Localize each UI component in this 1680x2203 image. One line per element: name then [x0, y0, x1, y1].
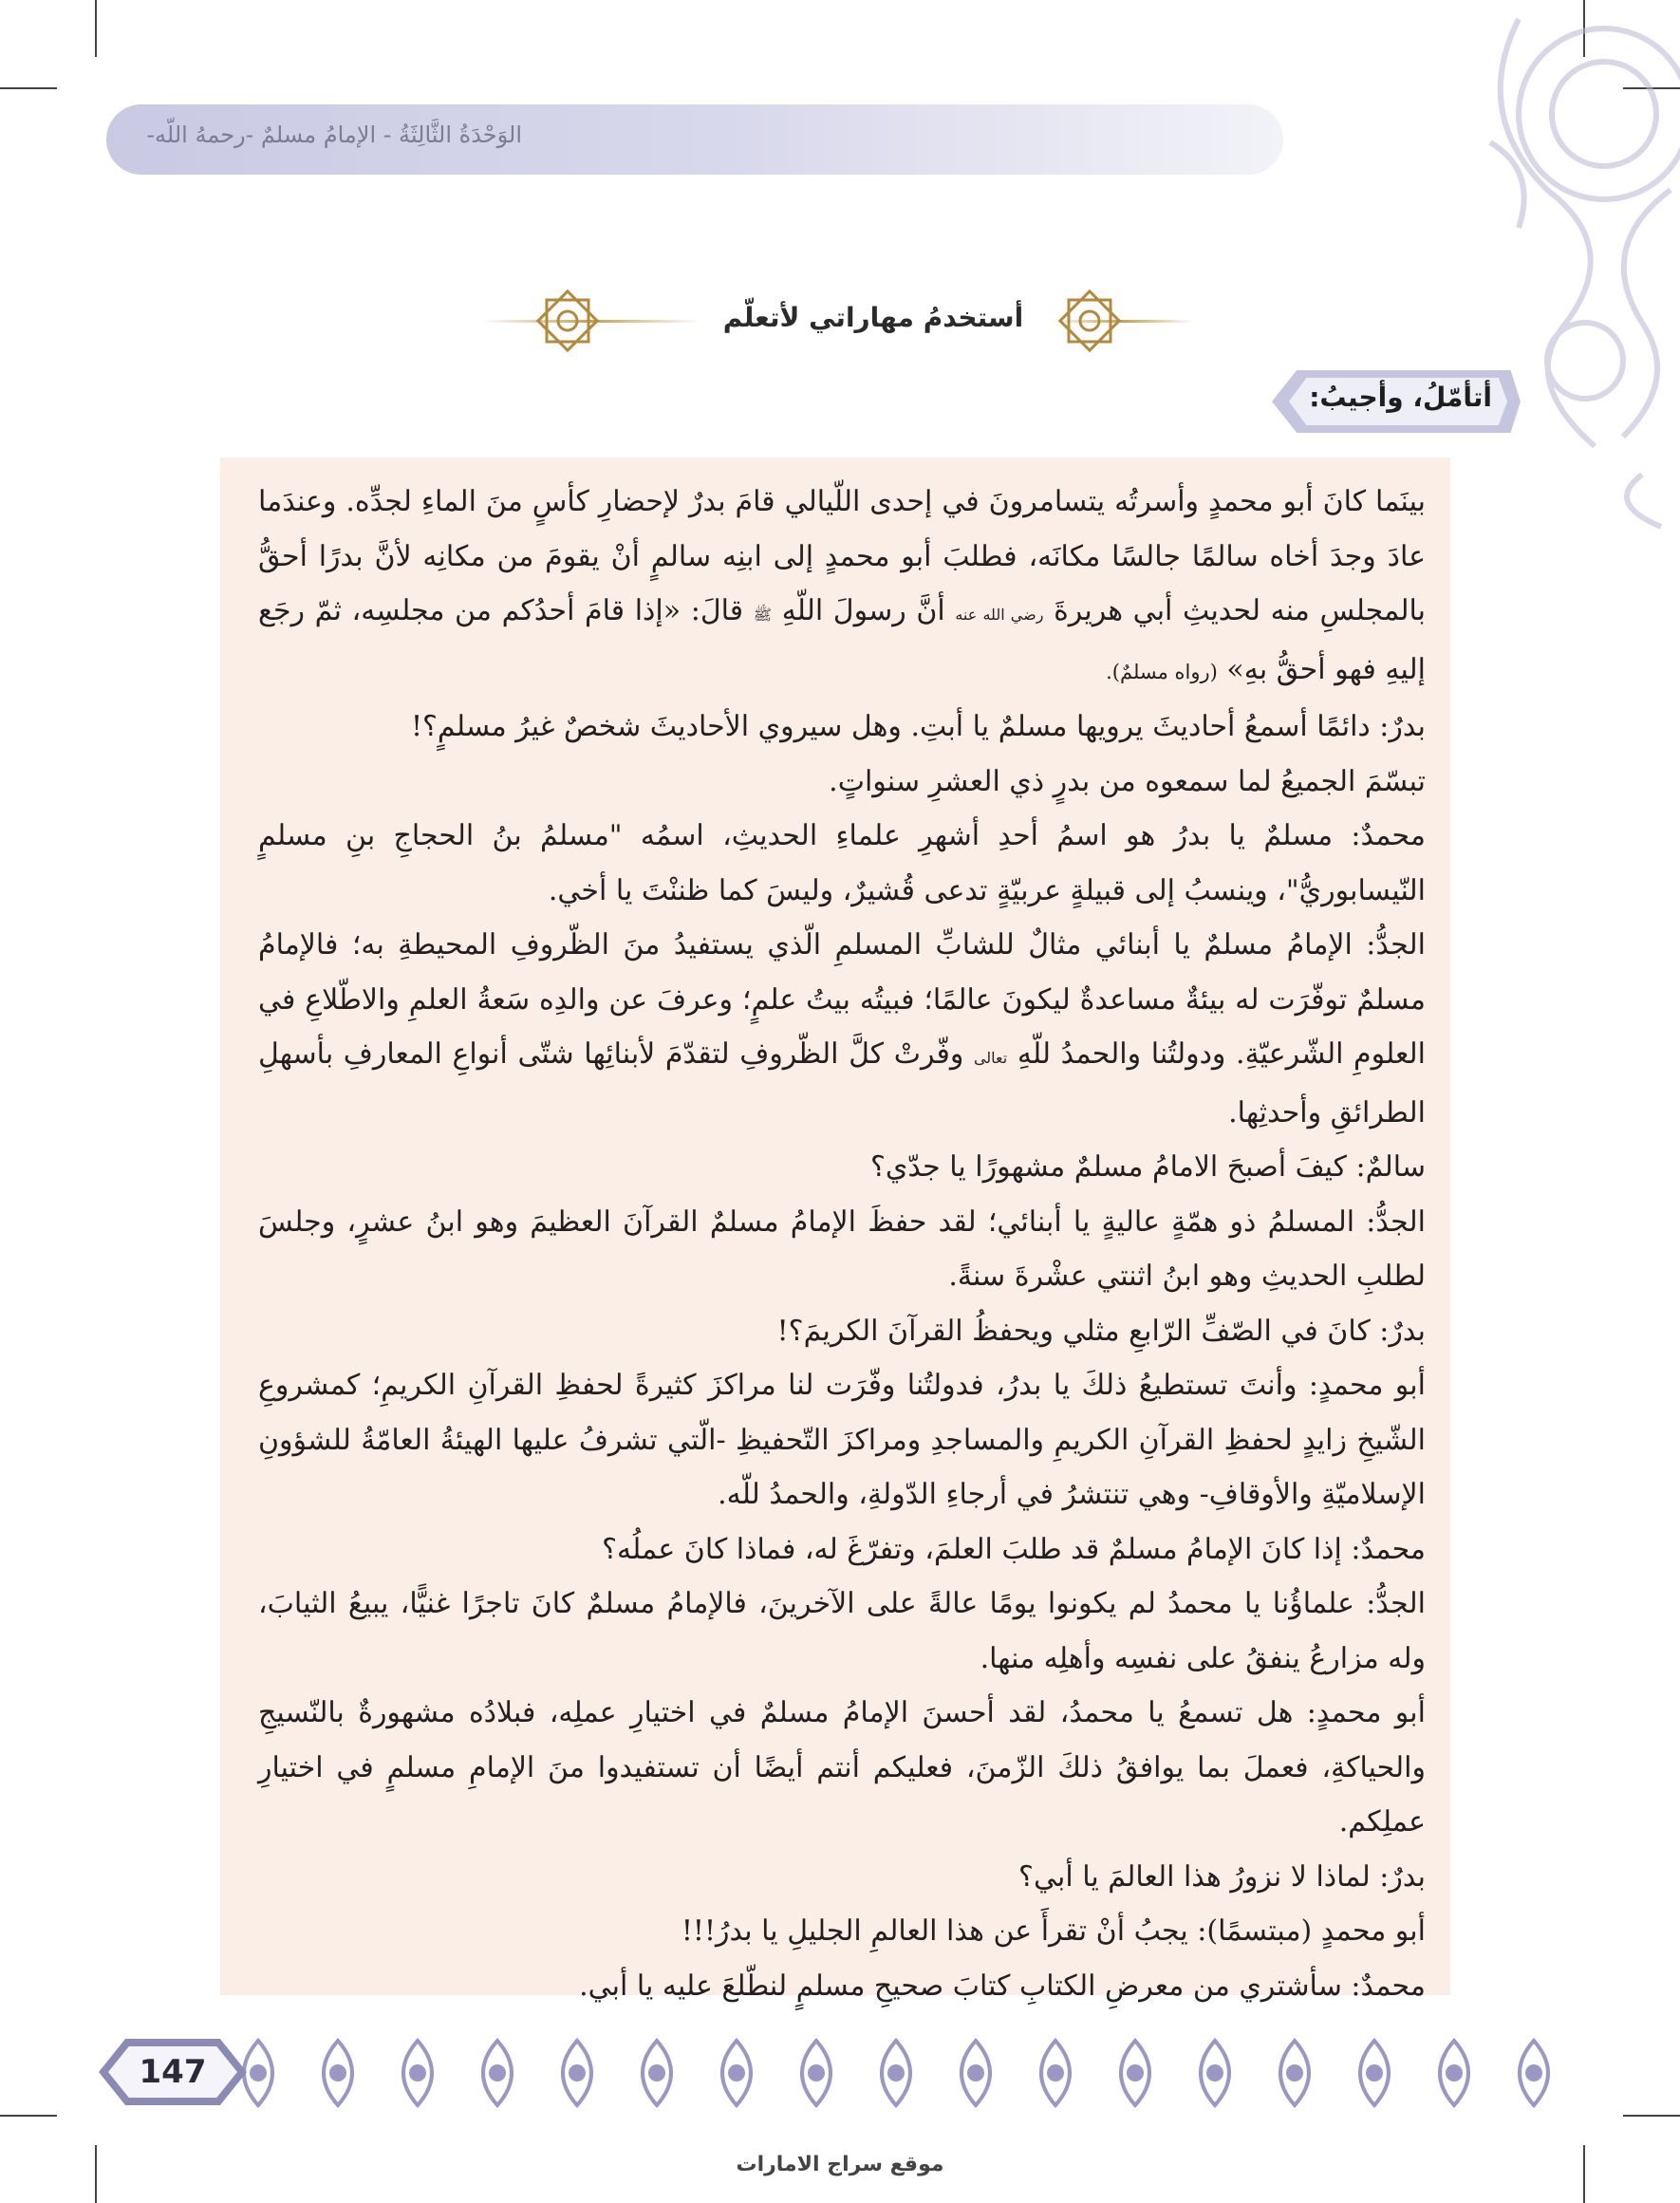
ornament-motif-icon	[244, 2041, 272, 2105]
dialogue-line: تبسّمَ الجميعُ لما سمعوه من بدرٍ ذي العشرِ سنواتٍ.	[829, 764, 1426, 798]
dialogue-line: بدرٌ: دائمًا أسمعُ أحاديثَ يرويها مسلمٌ يا أبتِ. وهل سيروي الأحاديثَ شخصٌ غيرُ مسلمٍ؟!	[410, 710, 1426, 743]
ornament-motif-icon	[1440, 2041, 1468, 2105]
dialogue-line: محمدٌ: مسلمٌ يا بدرُ هو اسمُ أحدِ أشهرِ علماءِ الحديثِ، اسمُه "مسلمُ بنُ الحجاجِ بنِ مسلمٍ النّيسابوريُّ"، وينسبُ إلى قبيلةٍ عربيّةٍ تدعى قُشيرٌ، وليسَ كما ظننْتَ يا أخي.	[258, 819, 1426, 907]
story-text-run: الجدُّ: الإمامُ مسلمٌ يا أبنائي مثالٌ للشابِّ المسلمِ الّذي يستفيدُ منَ الظّروفِ المحيطةِ به؛ فالإمامُ مسلمٌ توفّرَت له بيئةٌ مساعدةٌ ليكونَ عالمًا؛ فبيتُه بيتُ علمٍ؛ وعرفَ عن والدِه سَعةُ العلمِ والاطّلاعِ في العلومِ الشّرعيّةِ. ودولتُنا والحمدُ للّهِ	[258, 928, 1426, 1071]
story-text	[258, 475, 1426, 2003]
hadith-source: (رواه مسلمٌ).	[1106, 660, 1218, 683]
ornament-motif-icon	[483, 2041, 512, 2105]
ornament-motif-icon	[324, 2041, 352, 2105]
ornament-motif-icon	[1121, 2041, 1149, 2105]
crop-mark	[95, 0, 97, 57]
star-medallion-icon	[532, 285, 604, 357]
ornament-border-icon	[220, 2033, 1621, 2113]
ornament-motif-icon	[1280, 2041, 1309, 2105]
story-paragraph	[258, 475, 1426, 700]
crop-mark	[95, 2145, 97, 2203]
activity-label: أتأمّلُ، وأجيبُ:	[1309, 382, 1492, 413]
ornament-motif-icon	[403, 2041, 432, 2105]
crop-mark	[0, 87, 57, 89]
story-text-run: أنَّ رسولَ اللّهِ	[781, 594, 945, 627]
arabesque-ornament-icon	[1357, 0, 1680, 532]
ornament-motif-icon	[1201, 2041, 1229, 2105]
story-text-run: وفّرتْ كلَّ الظّروفِ لتقدّمَ لأبنائِها شتّى أنواعِ المعارفِ بأسهلِ الطرائقِ وأحدثِها.	[258, 1037, 1426, 1130]
ornament-motif-icon	[1520, 2041, 1548, 2105]
star-medallion-icon	[1054, 285, 1126, 357]
ornament-motif-icon	[722, 2041, 751, 2105]
footer-site-name: موقع سراج الامارات	[736, 2153, 944, 2176]
dialogue-line: أبو محمدٍ: وأنتَ تستطيعُ ذلكَ يا بدرُ، فدولتُنا وفّرَت لنا مراكزَ كثيرةً لحفظِ القرآنِ الكريمِ؛ كمشروعِ الشّيخِ زايدٍ لحفظِ القرآنِ الكريمِ والمساجدِ ومراكزَ التّحفيظِ -الّتي تشرفُ عليها الهيئةُ العامّةُ للشؤونِ الإسلاميّةِ والأوقافِ- وهي تنتشرُ في أرجاءِ الدّولةِ، والحمدُ للّه.	[258, 1369, 1426, 1511]
dialogue-line: أبو محمدٍ (مبتسمًا): يجبُ أنْ تقرأَ عن هذا العالمِ الجليلِ يا بدرُ!!!	[681, 1914, 1426, 1948]
honorific: ﷺ	[753, 606, 773, 624]
dialogue-line: سالمٌ: كيفَ أصبحَ الامامُ مسلمٌ مشهورًا يا جدّي؟	[870, 1150, 1426, 1184]
ornament-motif-icon	[961, 2041, 990, 2105]
honorific: رضي الله عنه	[955, 606, 1044, 624]
page-number: 147	[139, 2053, 207, 2091]
hadith-quote: قالَ: «إذا قامَ أحدُكم من مجلسِه، ثمّ رجَع إليهِ فهو أحقُّ بهِ»	[258, 594, 1426, 686]
dialogue-line: محمدٌ: إذا كانَ الإمامُ مسلمٌ قد طلبَ العلمَ، وتفرّغَ له، فماذا كانَ عملُه؟	[602, 1532, 1426, 1566]
crop-mark	[0, 2115, 57, 2117]
section-title: أستخدمُ مهاراتي لأتعلّم	[722, 302, 1024, 333]
dialogue-line	[258, 918, 1426, 1140]
ornament-motif-icon	[1360, 2041, 1389, 2105]
ornament-motif-icon	[882, 2041, 910, 2105]
breadcrumb: الوَحْدَةُ الثَّالِثَةُ - الإمامُ مسلمٌ -رحمهُ اللّه-	[146, 121, 522, 148]
honorific: تعالى	[973, 1049, 1008, 1067]
crop-mark	[1583, 2145, 1585, 2203]
dialogue-line: الجدُّ: علماؤُنا يا محمدُ لم يكونوا يومًا عالةً على الآخرينَ، فالإمامُ مسلمٌ كانَ تاجرًا غنيًّا، يبيعُ الثيابَ، وله مزارعُ ينفقُ على نفسِه وأهلِه منها.	[258, 1587, 1426, 1675]
ornament-motif-icon	[1041, 2041, 1070, 2105]
dialogue-line: محمدٌ: سأشتري من معرضِ الكتابِ كتابَ صحيحِ مسلمٍ لنطّلعَ عليه يا أبي.	[579, 1969, 1426, 2003]
crop-mark	[1623, 2115, 1680, 2117]
ornament-motif-icon	[802, 2041, 831, 2105]
ornament-motif-icon	[563, 2041, 591, 2105]
story-text-run: بينَما كانَ أبو محمدٍ وأسرتُه يتسامرونَ في إحدى اللّيالي قامَ بدرٌ لإحضارِ كأسٍ منَ الماءِ لجدِّه. وعندَما عادَ وجدَ أخاه سالمًا جالسًا مكانَه، فطلبَ أبو محمدٍ إلى ابنِه سالمٍ أنْ يقومَ من مكانِه لأنَّ بدرًا أحقُّ بالمجلسِ منه لحديثِ أبي هريرةَ	[258, 485, 1426, 627]
dialogue-line: بدرٌ: كانَ في الصّفِّ الرّابعِ مثلي ويحفظُ القرآنَ الكريمَ؟!	[776, 1314, 1426, 1348]
dialogue-line: أبو محمدٍ: هل تسمعُ يا محمدُ، لقد أحسنَ الإمامُ مسلمٌ في اختيارِ عملِه، فبلادُه مشهورةٌ بالنّسيجِ والحياكةِ، فعملَ بما يوافقُ ذلكَ الزّمنَ، فعليكم أنتم أيضًا أن تستفيدوا منَ الإمامِ مسلمٍ في اختيارِ عملِكم.	[258, 1696, 1426, 1839]
dialogue-line: بدرٌ: لماذا لا نزورُ هذا العالمَ يا أبي؟	[1018, 1859, 1426, 1894]
dialogue-line: الجدُّ: المسلمُ ذو همّةٍ عاليةٍ يا أبنائي؛ لقد حفظَ الإمامُ مسلمٌ القرآنَ العظيمَ وهو ابنُ عشرٍ، وجلسَ لطلبِ الحديثِ وهو ابنُ اثنتي عشْرةَ سنةً.	[258, 1204, 1426, 1293]
ornament-motif-icon	[643, 2041, 671, 2105]
